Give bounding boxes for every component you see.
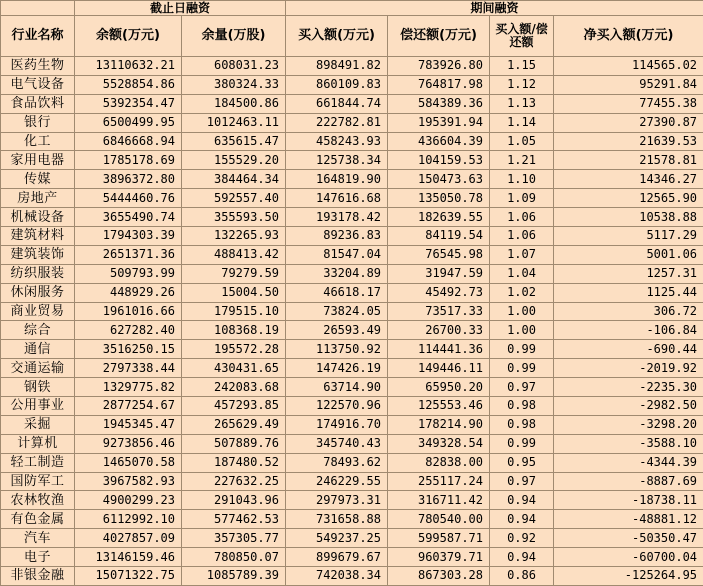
net-buy-cell: -48881.12	[554, 510, 703, 529]
ratio-cell: 1.14	[490, 113, 554, 132]
group-end-date-header: 截止日融资	[75, 1, 286, 16]
buy-amount-cell: 78493.62	[286, 453, 388, 472]
col-volume-header: 余量(万股)	[182, 16, 286, 57]
table-row	[1, 529, 703, 548]
buy-amount-cell: 222782.81	[286, 113, 388, 132]
industry-cell: 电气设备	[1, 75, 75, 94]
ratio-cell: 0.94	[490, 510, 554, 529]
net-buy-cell: 21639.53	[554, 132, 703, 151]
buy-amount-cell: 898491.82	[286, 57, 388, 76]
ratio-cell: 0.94	[490, 548, 554, 567]
table-row	[1, 227, 703, 246]
repay-amount-cell: 150473.63	[388, 170, 490, 189]
buy-amount-cell: 193178.42	[286, 208, 388, 227]
net-buy-cell: -2235.30	[554, 378, 703, 397]
balance-cell: 627282.40	[75, 321, 182, 340]
balance-cell: 4027857.09	[75, 529, 182, 548]
buy-amount-cell: 147616.68	[286, 189, 388, 208]
volume-cell: 507889.76	[182, 434, 286, 453]
buy-amount-cell: 33204.89	[286, 264, 388, 283]
buy-amount-cell: 246229.55	[286, 472, 388, 491]
repay-amount-cell: 764817.98	[388, 75, 490, 94]
repay-amount-cell: 135050.78	[388, 189, 490, 208]
ratio-cell: 0.92	[490, 529, 554, 548]
industry-cell: 有色金属	[1, 510, 75, 529]
industry-cell: 食品饮料	[1, 94, 75, 113]
buy-amount-cell: 89236.83	[286, 227, 388, 246]
industry-cell: 建筑装饰	[1, 245, 75, 264]
table-row	[1, 132, 703, 151]
col-ratio-header: 买入额/偿还额	[490, 16, 554, 57]
repay-amount-cell: 65950.20	[388, 378, 490, 397]
net-buy-cell: -690.44	[554, 340, 703, 359]
industry-cell: 建筑材料	[1, 227, 75, 246]
ratio-cell: 1.21	[490, 151, 554, 170]
table-row	[1, 434, 703, 453]
table-row	[1, 397, 703, 416]
table-row	[1, 378, 703, 397]
group-period-header: 期间融资	[286, 1, 703, 16]
table-row	[1, 208, 703, 227]
industry-cell: 银行	[1, 113, 75, 132]
industry-cell: 轻工制造	[1, 453, 75, 472]
table-body	[1, 57, 703, 586]
buy-amount-cell: 742038.34	[286, 567, 388, 586]
net-buy-cell: 12565.90	[554, 189, 703, 208]
buy-amount-cell: 345740.43	[286, 434, 388, 453]
industry-cell: 机械设备	[1, 208, 75, 227]
industry-cell: 商业贸易	[1, 302, 75, 321]
table-row	[1, 302, 703, 321]
repay-amount-cell: 82838.00	[388, 453, 490, 472]
col-balance-header: 余额(万元)	[75, 16, 182, 57]
col-buy-header: 买入额(万元)	[286, 16, 388, 57]
volume-cell: 457293.85	[182, 397, 286, 416]
table-row	[1, 340, 703, 359]
repay-amount-cell: 45492.73	[388, 283, 490, 302]
ratio-cell: 1.04	[490, 264, 554, 283]
buy-amount-cell: 731658.88	[286, 510, 388, 529]
repay-amount-cell: 255117.24	[388, 472, 490, 491]
net-buy-cell: 21578.81	[554, 151, 703, 170]
balance-cell: 6846668.94	[75, 132, 182, 151]
industry-cell: 交通运输	[1, 359, 75, 378]
industry-cell: 采掘	[1, 415, 75, 434]
volume-cell: 227632.25	[182, 472, 286, 491]
buy-amount-cell: 63714.90	[286, 378, 388, 397]
repay-amount-cell: 76545.98	[388, 245, 490, 264]
balance-cell: 2797338.44	[75, 359, 182, 378]
table-row	[1, 113, 703, 132]
volume-cell: 108368.19	[182, 321, 286, 340]
ratio-cell: 0.97	[490, 472, 554, 491]
balance-cell: 13110632.21	[75, 57, 182, 76]
repay-amount-cell: 178214.90	[388, 415, 490, 434]
balance-cell: 6500499.95	[75, 113, 182, 132]
volume-cell: 1085789.39	[182, 567, 286, 586]
table-row	[1, 245, 703, 264]
balance-cell: 1961016.66	[75, 302, 182, 321]
net-buy-cell: -3588.10	[554, 434, 703, 453]
net-buy-cell: -4344.39	[554, 453, 703, 472]
buy-amount-cell: 661844.74	[286, 94, 388, 113]
volume-cell: 780850.07	[182, 548, 286, 567]
industry-cell: 传媒	[1, 170, 75, 189]
volume-cell: 132265.93	[182, 227, 286, 246]
ratio-cell: 0.98	[490, 415, 554, 434]
col-net-header: 净买入额(万元)	[554, 16, 703, 57]
buy-amount-cell: 549237.25	[286, 529, 388, 548]
balance-cell: 448929.26	[75, 283, 182, 302]
buy-amount-cell: 46618.17	[286, 283, 388, 302]
industry-cell: 非银金融	[1, 567, 75, 586]
volume-cell: 355593.50	[182, 208, 286, 227]
repay-amount-cell: 104159.53	[388, 151, 490, 170]
balance-cell: 6112992.10	[75, 510, 182, 529]
table-row	[1, 189, 703, 208]
balance-cell: 2651371.36	[75, 245, 182, 264]
industry-cell: 纺织服装	[1, 264, 75, 283]
volume-cell: 184500.86	[182, 94, 286, 113]
balance-cell: 1945345.47	[75, 415, 182, 434]
table-row	[1, 453, 703, 472]
table-row	[1, 415, 703, 434]
balance-cell: 15071322.75	[75, 567, 182, 586]
industry-cell: 农林牧渔	[1, 491, 75, 510]
repay-amount-cell: 316711.42	[388, 491, 490, 510]
col-repay-header: 偿还额(万元)	[388, 16, 490, 57]
table-row	[1, 359, 703, 378]
industry-cell: 计算机	[1, 434, 75, 453]
buy-amount-cell: 26593.49	[286, 321, 388, 340]
table-row	[1, 75, 703, 94]
buy-amount-cell: 122570.96	[286, 397, 388, 416]
balance-cell: 3896372.80	[75, 170, 182, 189]
repay-amount-cell: 84119.54	[388, 227, 490, 246]
repay-amount-cell: 584389.36	[388, 94, 490, 113]
balance-cell: 5528854.86	[75, 75, 182, 94]
balance-cell: 5444460.76	[75, 189, 182, 208]
buy-amount-cell: 458243.93	[286, 132, 388, 151]
net-buy-cell: 1257.31	[554, 264, 703, 283]
col-industry-header: 行业名称	[1, 16, 75, 57]
balance-cell: 1794303.39	[75, 227, 182, 246]
table-header	[1, 1, 703, 57]
industry-cell: 医药生物	[1, 57, 75, 76]
ratio-cell: 1.12	[490, 75, 554, 94]
industry-cell: 钢铁	[1, 378, 75, 397]
balance-cell: 1465070.58	[75, 453, 182, 472]
repay-amount-cell: 31947.59	[388, 264, 490, 283]
industry-cell: 汽车	[1, 529, 75, 548]
ratio-cell: 1.09	[490, 189, 554, 208]
net-buy-cell: 114565.02	[554, 57, 703, 76]
balance-cell: 2877254.67	[75, 397, 182, 416]
ratio-cell: 0.99	[490, 359, 554, 378]
net-buy-cell: 10538.88	[554, 208, 703, 227]
net-buy-cell: 27390.87	[554, 113, 703, 132]
net-buy-cell: -2982.50	[554, 397, 703, 416]
balance-cell: 3967582.93	[75, 472, 182, 491]
industry-cell: 化工	[1, 132, 75, 151]
repay-amount-cell: 149446.11	[388, 359, 490, 378]
table-row	[1, 567, 703, 586]
buy-amount-cell: 73824.05	[286, 302, 388, 321]
volume-cell: 608031.23	[182, 57, 286, 76]
ratio-cell: 1.06	[490, 227, 554, 246]
ratio-cell: 1.13	[490, 94, 554, 113]
volume-cell: 265629.49	[182, 415, 286, 434]
table-row	[1, 94, 703, 113]
ratio-cell: 0.94	[490, 491, 554, 510]
ratio-cell: 0.99	[490, 434, 554, 453]
buy-amount-cell: 113750.92	[286, 340, 388, 359]
balance-cell: 3516250.15	[75, 340, 182, 359]
ratio-cell: 0.97	[490, 378, 554, 397]
repay-amount-cell: 114441.36	[388, 340, 490, 359]
industry-cell: 国防军工	[1, 472, 75, 491]
repay-amount-cell: 195391.94	[388, 113, 490, 132]
net-buy-cell: 14346.27	[554, 170, 703, 189]
volume-cell: 635615.47	[182, 132, 286, 151]
balance-cell: 5392354.47	[75, 94, 182, 113]
net-buy-cell: 5001.06	[554, 245, 703, 264]
header-column-row	[1, 16, 703, 57]
volume-cell: 592557.40	[182, 189, 286, 208]
repay-amount-cell: 783926.80	[388, 57, 490, 76]
net-buy-cell: 306.72	[554, 302, 703, 321]
balance-cell: 9273856.46	[75, 434, 182, 453]
repay-amount-cell: 182639.55	[388, 208, 490, 227]
balance-cell: 509793.99	[75, 264, 182, 283]
repay-amount-cell: 125553.46	[388, 397, 490, 416]
industry-cell: 通信	[1, 340, 75, 359]
buy-amount-cell: 297973.31	[286, 491, 388, 510]
net-buy-cell: -106.84	[554, 321, 703, 340]
net-buy-cell: -60700.04	[554, 548, 703, 567]
volume-cell: 291043.96	[182, 491, 286, 510]
buy-amount-cell: 860109.83	[286, 75, 388, 94]
balance-cell: 4900299.23	[75, 491, 182, 510]
balance-cell: 1329775.82	[75, 378, 182, 397]
industry-cell: 房地产	[1, 189, 75, 208]
table-row	[1, 472, 703, 491]
buy-amount-cell: 164819.90	[286, 170, 388, 189]
table-row	[1, 170, 703, 189]
buy-amount-cell: 147426.19	[286, 359, 388, 378]
net-buy-cell: -2019.92	[554, 359, 703, 378]
volume-cell: 15004.50	[182, 283, 286, 302]
table-row	[1, 548, 703, 567]
ratio-cell: 0.98	[490, 397, 554, 416]
ratio-cell: 0.95	[490, 453, 554, 472]
net-buy-cell: 95291.84	[554, 75, 703, 94]
repay-amount-cell: 960379.71	[388, 548, 490, 567]
industry-cell: 家用电器	[1, 151, 75, 170]
industry-cell: 综合	[1, 321, 75, 340]
repay-amount-cell: 436604.39	[388, 132, 490, 151]
ratio-cell: 0.99	[490, 340, 554, 359]
net-buy-cell: 5117.29	[554, 227, 703, 246]
volume-cell: 577462.53	[182, 510, 286, 529]
table-row	[1, 491, 703, 510]
net-buy-cell: -8887.69	[554, 472, 703, 491]
ratio-cell: 0.86	[490, 567, 554, 586]
volume-cell: 179515.10	[182, 302, 286, 321]
buy-amount-cell: 125738.34	[286, 151, 388, 170]
industry-cell: 电子	[1, 548, 75, 567]
table-row	[1, 283, 703, 302]
repay-amount-cell: 867303.28	[388, 567, 490, 586]
ratio-cell: 1.02	[490, 283, 554, 302]
volume-cell: 1012463.11	[182, 113, 286, 132]
volume-cell: 155529.20	[182, 151, 286, 170]
repay-amount-cell: 73517.33	[388, 302, 490, 321]
repay-amount-cell: 780540.00	[388, 510, 490, 529]
table-row	[1, 57, 703, 76]
balance-cell: 3655490.74	[75, 208, 182, 227]
net-buy-cell: 77455.38	[554, 94, 703, 113]
volume-cell: 488413.42	[182, 245, 286, 264]
net-buy-cell: -125264.95	[554, 567, 703, 586]
volume-cell: 187480.52	[182, 453, 286, 472]
industry-cell: 公用事业	[1, 397, 75, 416]
ratio-cell: 1.00	[490, 321, 554, 340]
repay-amount-cell: 26700.33	[388, 321, 490, 340]
header-blank-cell	[1, 1, 75, 16]
volume-cell: 384464.34	[182, 170, 286, 189]
net-buy-cell: -18738.11	[554, 491, 703, 510]
balance-cell: 13146159.46	[75, 548, 182, 567]
repay-amount-cell: 349328.54	[388, 434, 490, 453]
net-buy-cell: -3298.20	[554, 415, 703, 434]
header-group-row	[1, 1, 703, 16]
ratio-cell: 1.06	[490, 208, 554, 227]
table-row	[1, 151, 703, 170]
balance-cell: 1785178.69	[75, 151, 182, 170]
volume-cell: 357305.77	[182, 529, 286, 548]
ratio-cell: 1.10	[490, 170, 554, 189]
volume-cell: 380324.33	[182, 75, 286, 94]
industry-cell: 休闲服务	[1, 283, 75, 302]
buy-amount-cell: 174916.70	[286, 415, 388, 434]
table-row	[1, 264, 703, 283]
table-row	[1, 510, 703, 529]
volume-cell: 430431.65	[182, 359, 286, 378]
table-row	[1, 321, 703, 340]
repay-amount-cell: 599587.71	[388, 529, 490, 548]
volume-cell: 195572.28	[182, 340, 286, 359]
ratio-cell: 1.07	[490, 245, 554, 264]
ratio-cell: 1.15	[490, 57, 554, 76]
buy-amount-cell: 899679.67	[286, 548, 388, 567]
volume-cell: 242083.68	[182, 378, 286, 397]
ratio-cell: 1.05	[490, 132, 554, 151]
net-buy-cell: -50350.47	[554, 529, 703, 548]
volume-cell: 79279.59	[182, 264, 286, 283]
ratio-cell: 1.00	[490, 302, 554, 321]
buy-amount-cell: 81547.04	[286, 245, 388, 264]
net-buy-cell: 1125.44	[554, 283, 703, 302]
